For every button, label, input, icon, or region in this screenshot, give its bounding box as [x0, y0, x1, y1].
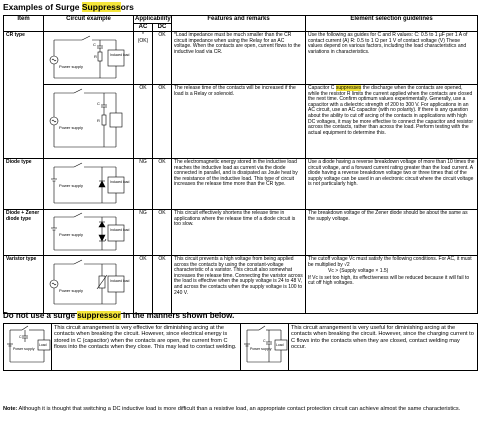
circuit-diagram [241, 324, 289, 368]
circuit-diode [44, 159, 134, 210]
ac-cell [134, 32, 153, 85]
circuit-diode-zener [44, 210, 134, 256]
surge-suppressor-table [3, 15, 478, 314]
dc-value: OK [153, 159, 172, 210]
power-supply-label: Power supply [59, 288, 84, 293]
circuit-diagram [44, 32, 132, 84]
c-label: C [263, 339, 266, 343]
guidelines-line-2: Vc > (Supply voltage × 1.5) [328, 268, 389, 275]
header-ac: AC [134, 24, 153, 32]
c-label: C [97, 101, 100, 106]
ac-value: OK [134, 85, 153, 159]
guidelines-line-1: The cutoff voltage Vc must satisfy the following conditions. For AC, it must be multiplied by √2 [308, 256, 472, 268]
features-cell: The electromagnetic energy stored in the inductive load reaches the inductive load as current via the diode connected in parallel, and is dissipated as Joule heat by the resistance of the inductive load. This type of circuit increases the release time more than the CR type. [172, 159, 306, 210]
load-label: Load [276, 343, 284, 347]
guidelines-pre: Capacitor C [308, 85, 336, 91]
title-suffix: ors [120, 2, 134, 12]
item-cr: CR type [4, 32, 44, 159]
features-cell: This circuit effectively shortens the release time in applications where the release time of a diode circuit is too slow. [172, 210, 306, 256]
guidelines-highlight: suppresses [335, 85, 362, 91]
circuit-diagram [44, 256, 132, 312]
item-diode-zener: Diode + Zener diode type [4, 210, 44, 256]
dc-value: OK [153, 85, 172, 159]
item-diode: Diode type [4, 159, 44, 210]
header-item: Item [4, 16, 44, 32]
table-row [4, 210, 478, 256]
table-row [4, 85, 478, 159]
note-label: Note: [3, 406, 18, 412]
ac-star: * [142, 32, 144, 38]
warning-suffix: in the manners shown below. [120, 311, 235, 320]
ac-value: OK [134, 256, 153, 314]
bad-text-2: This circuit arrangement is very useful for diminishing arcing at the contacts when breaking the circuit. However, since the charging current to C flows into the contacts when they are closed, contact welding may occur. [289, 324, 478, 371]
warning-heading [3, 311, 234, 320]
induced-load-label: Induced load [110, 53, 130, 57]
header-applicability: Applicability [135, 16, 171, 22]
header-guidelines: Element selection guidelines [306, 16, 478, 32]
table-row [4, 159, 478, 210]
power-supply-label: Power supply [250, 347, 272, 351]
ac-value: (OK) [137, 37, 149, 44]
header-features: Features and remarks [172, 16, 306, 32]
induced-load-label: Induced load [110, 228, 130, 232]
table-row [4, 32, 478, 85]
page-title [3, 2, 134, 12]
guidelines-cell: The breakdown voltage of the Zener diode should be about the same as the supply voltage. [306, 210, 478, 256]
dc-value: OK [153, 256, 172, 314]
header-dc: DC [153, 24, 172, 32]
table-row [4, 256, 478, 314]
c-label: C [19, 335, 22, 339]
item-varistor: Varistor type [4, 256, 44, 314]
dc-value: OK [153, 210, 172, 256]
power-supply-label: Power supply [59, 64, 84, 69]
induced-load-label: Induced load [110, 180, 130, 184]
c-label: C [93, 42, 96, 47]
power-supply-label: Power supply [59, 183, 84, 188]
guidelines-cell: Use a diode having a reverse breakdown voltage of more than 10 times the circuit voltage, and a forward current rating greater than the load current. A diode having a reverse breakdown voltage two or three times that of the supply voltage can be used in an electronic circuit where the circuit voltage is not particularly high. [306, 159, 478, 210]
guidelines-post: the discharge when the contacts are opened, while the resistor R limits the current applied when the contacts are closed the next time. Confirm optimum values experimentally. Generally, use a capacitor with a dielectric strength of 200 to 300 V. For applications in an AC circuit, use an AC capacitor (with no polarity). If there is any question about the ability to cut off arcing of the contacts in applications with high DC voltages, it may be more effective to connect the capacitor and resistor across the contacts, rather than across the load. Perform testing with the actual equipment to determine this. [308, 85, 474, 136]
warning-prefix: Do not use a surge [3, 311, 78, 320]
bad-examples-table [3, 323, 478, 371]
r-label: R [94, 54, 97, 59]
note-text: Although it is thought that switching a DC inductive load is more difficult than a resistive load, an appropriate contact protection circuit can achieve almost the same characteristics. [17, 406, 461, 412]
guidelines-cell: Use the following as guides for C and R values: C: 0.5 to 1 µF per 1 A of contact current (A) R: 0.5 to 1 Ω per 1 V of contact voltage (V) These values depend on various factors, including the load characteristics and variations in characteristics. [306, 32, 478, 85]
features-cell: This circuit prevents a high voltage from being applied across the contacts by using the constant-voltage characteristic of a varistor. This circuit also somewhat increases the release time. Connecting the varistor across the load is effective when the supply voltage is 24 to 48 V, and across the contacts when the supply voltage is 100 to 240 V. [172, 256, 306, 314]
power-supply-label: Power supply [59, 232, 84, 237]
guidelines-cell [306, 256, 478, 314]
bad-text-1: This circuit arrangement is very effective for diminishing arcing at the contacts when breaking the circuit. However, since electrical energy is stored in C (capacitor) when the contacts are open, the current from C flows into the contacts when they close. This may lead to contact welding. [52, 324, 241, 371]
header-circuit: Circuit example [44, 16, 134, 32]
circuit-diagram [44, 85, 132, 157]
title-highlight: Suppress [81, 2, 121, 12]
circuit-cr-across-load [44, 32, 134, 85]
circuit-varistor [44, 256, 134, 314]
ac-value: NG [134, 159, 153, 210]
warning-highlight: suppressor [77, 311, 121, 320]
circuit-diagram [4, 324, 52, 368]
power-supply-label: Power supply [59, 125, 84, 130]
title-prefix: Examples of Surge [3, 2, 82, 12]
bad-circuit-1 [4, 324, 52, 371]
dc-value: OK [153, 32, 172, 85]
bad-circuit-2 [241, 324, 289, 371]
guidelines-cell [306, 85, 478, 159]
features-cell: The release time of the contacts will be increased if the load is a Relay or solenoid. [172, 85, 306, 159]
features-cell: *Load impedance must be much smaller than the CR circuit impedance when using the Relay for an AC voltage. When the contacts are open, current flows to the inductive load via CR. [172, 32, 306, 85]
table-row [4, 324, 478, 371]
circuit-cr-across-contacts [44, 85, 134, 159]
ac-value: NG [134, 210, 153, 256]
guidelines-line-3: If Vc is set too high, its effectiveness will be reduced because it will fail to cut off high voltages. [308, 274, 470, 287]
load-label: Load [39, 343, 47, 347]
power-supply-label: Power supply [13, 347, 35, 351]
circuit-diagram [44, 159, 132, 209]
induced-load-label: Induced load [110, 279, 130, 283]
r-label: R [97, 118, 100, 123]
circuit-diagram [44, 210, 132, 255]
note [3, 406, 475, 413]
